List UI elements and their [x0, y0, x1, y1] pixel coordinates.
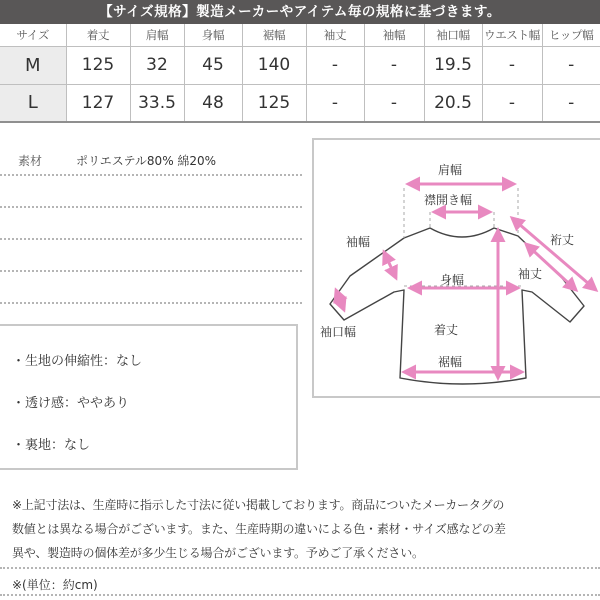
size-spec-header: 【サイズ規格】製造メーカーやアイテム毎の規格に基づきます。	[0, 0, 600, 24]
divider	[0, 594, 600, 596]
cell-length: 127	[66, 84, 130, 122]
feature-sheerness: ・透け感：ややあり	[12, 396, 130, 411]
material-row	[0, 144, 302, 176]
size-label: L	[0, 84, 66, 122]
hem-label: 裾幅	[438, 355, 463, 369]
feature-lining: ・裏地：なし	[12, 438, 91, 453]
sleeve-length-label: 裄丈	[550, 233, 575, 247]
blank-spec-row	[0, 272, 302, 304]
sleeve-length2-label: 袖丈	[518, 267, 543, 281]
cell-length: 125	[66, 46, 130, 84]
size-table	[0, 24, 600, 123]
cell-sleeve-width: -	[364, 46, 424, 84]
sleeve-width-label: 袖幅	[346, 235, 371, 249]
size-label: M	[0, 46, 66, 84]
material-value: ポリエステル80% 綿20%	[76, 154, 217, 168]
column-header-body-width: 身幅	[184, 24, 242, 46]
cuff-label: 袖口幅	[320, 325, 357, 339]
cell-hip-width: -	[542, 84, 600, 122]
column-header-size: サイズ	[0, 24, 66, 46]
cell-waist-width: -	[482, 46, 542, 84]
fabric-features-box	[0, 324, 298, 470]
material-label: 素材	[18, 154, 43, 168]
unit-note: ※(単位：約cm)	[12, 578, 98, 592]
cell-hem-width: 140	[242, 46, 306, 84]
neck-label: 襟開き幅	[424, 193, 473, 207]
cell-cuff-width: 19.5	[424, 46, 482, 84]
cell-hem-width: 125	[242, 84, 306, 122]
blank-spec-row	[0, 176, 302, 208]
blank-spec-row	[0, 208, 302, 240]
column-header-waist-width: ウエスト幅	[482, 24, 542, 46]
cell-sleeve-length: -	[306, 84, 364, 122]
cell-cuff-width: 20.5	[424, 84, 482, 122]
cell-sleeve-width: -	[364, 84, 424, 122]
cell-hip-width: -	[542, 46, 600, 84]
column-header-hip-width: ヒップ幅	[542, 24, 600, 46]
column-header-sleeve-length: 袖丈	[306, 24, 364, 46]
measurement-diagram	[312, 138, 600, 398]
cell-waist-width: -	[482, 84, 542, 122]
cell-shoulder: 33.5	[130, 84, 184, 122]
body-width-label: 身幅	[440, 273, 465, 287]
column-header-length: 着丈	[66, 24, 130, 46]
disclaimer-line-2: 数値とは異なる場合がございます。また、生産時期の違いによる色・素材・サイズ感などの差	[12, 522, 506, 536]
cell-sleeve-length: -	[306, 46, 364, 84]
column-header-cuff-width: 袖口幅	[424, 24, 482, 46]
garment-diagram	[314, 140, 600, 400]
cell-body-width: 45	[184, 46, 242, 84]
feature-stretch: ・生地の伸縮性：なし	[12, 354, 143, 369]
size-table-header-row	[0, 24, 600, 46]
column-header-sleeve-width: 袖幅	[364, 24, 424, 46]
column-header-shoulder: 肩幅	[130, 24, 184, 46]
cell-body-width: 48	[184, 84, 242, 122]
size-row-l	[0, 84, 600, 122]
disclaimer-line-3: 異や、製造時の個体差が多少生じる場合がございます。予めご了承ください。	[12, 546, 424, 560]
shoulder-label: 肩幅	[438, 163, 463, 177]
cell-shoulder: 32	[130, 46, 184, 84]
disclaimer-line-1: ※上記寸法は、生産時に指示した寸法に従い掲載しております。商品についたメーカータグの	[12, 498, 505, 512]
blank-spec-row	[0, 240, 302, 272]
size-row-m	[0, 46, 600, 84]
divider	[0, 567, 600, 569]
length-label: 着丈	[434, 323, 459, 337]
column-header-hem-width: 裾幅	[242, 24, 306, 46]
